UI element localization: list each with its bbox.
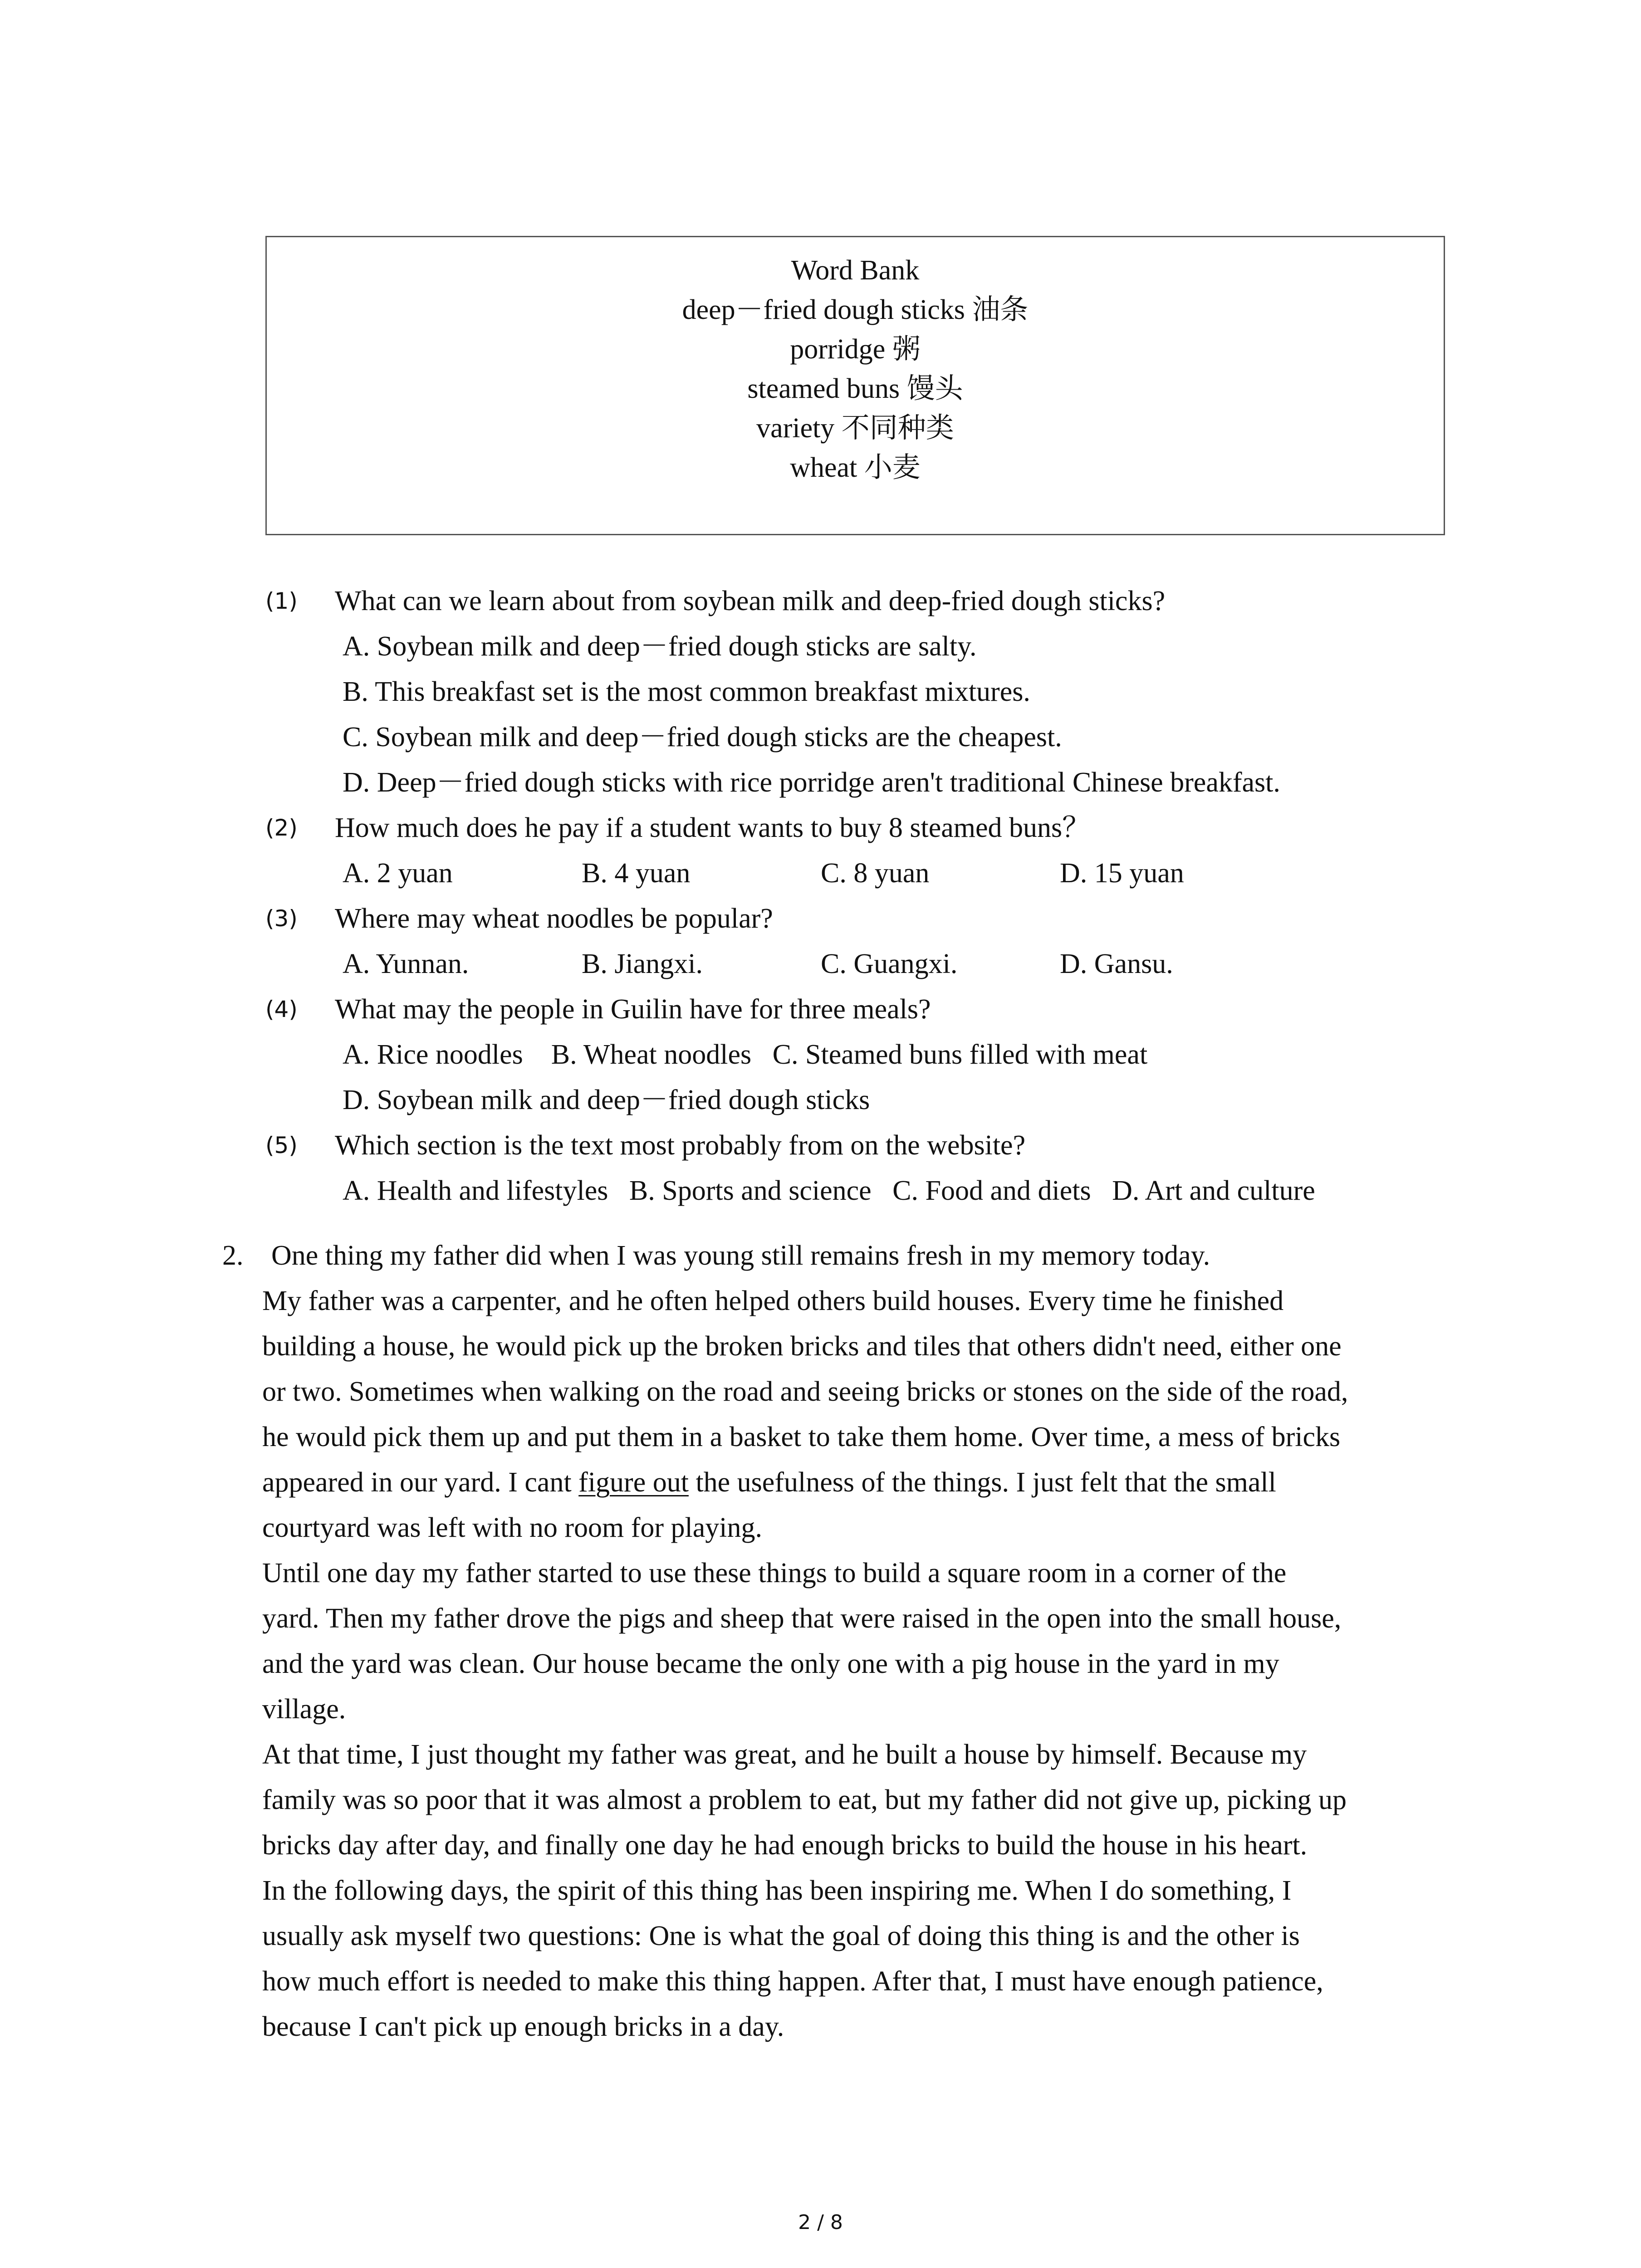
passage-line: courtyard was left with no room for playing. [262,1512,762,1543]
passage-line [262,1466,1276,1498]
word-bank-entry: wheat 小麦 [790,452,921,483]
word-bank-entry: deep－fried dough sticks 油条 [682,294,1029,325]
passage-line: My father was a carpenter, and he often helped others build houses. Every time he finished [262,1286,1284,1316]
question-number: (2) [265,815,298,841]
option: A. Yunnan. [343,948,469,979]
passage-line: yard. Then my father drove the pigs and sheep that were raised in the open into the small house, [262,1603,1342,1634]
passage-line: or two. Sometimes when walking on the road and seeing bricks or stones on the side of the road, [262,1376,1348,1407]
question-number: (1) [265,588,298,614]
option-line: D. Deep－fried dough sticks with rice porridge aren't traditional Chinese breakfast. [343,767,1280,798]
passage-line: family was so poor that it was almost a problem to eat, but my father did not give up, picking up [262,1784,1347,1815]
option: C. 8 yuan [821,858,930,889]
word-bank-title: Word Bank [791,255,920,286]
passage-line: bricks day after day, and finally one day he had enough bricks to build the house in his heart. [262,1830,1308,1861]
option-line: A. Health and lifestyles B. Sports and science C. Food and diets D. Art and culture [343,1175,1315,1206]
passage-first-line: One thing my father did when I was young still remains fresh in my memory today. [271,1240,1210,1271]
passage-text: the usefulness of the things. I just felt that the small [688,1467,1276,1498]
word-bank-entry: porridge 粥 [790,334,921,365]
option-line: B. This breakfast set is the most common breakfast mixtures. [343,676,1030,707]
passage-line: he would pick them up and put them in a basket to take them home. Over time, a mess of bricks [262,1422,1341,1452]
option: D. Gansu. [1060,948,1173,979]
passage-line: building a house, he would pick up the broken bricks and tiles that others didn't need, either one [262,1331,1342,1362]
option: B. Jiangxi. [582,948,703,979]
passage-line: because I can't pick up enough bricks in a day. [262,2011,784,2042]
option-line: D. Soybean milk and deep－fried dough sticks [343,1085,870,1115]
word-bank-entry: variety 不同种类 [756,413,954,444]
question-number: (4) [265,996,298,1022]
option-line: C. Soybean milk and deep－fried dough sticks are the cheapest. [343,722,1062,753]
question-number: (3) [265,905,298,932]
question-text: What can we learn about from soybean milk and deep-fried dough sticks? [335,586,1166,616]
question-text: Which section is the text most probably from on the website? [335,1130,1026,1161]
passage-text: appeared in our yard. I cant [262,1467,579,1498]
word-bank-box [265,236,1445,535]
question-text: How much does he pay if a student wants to buy 8 steamed buns？ [335,812,1091,843]
passage-line: how much effort is needed to make this thing happen. After that, I must have enough patience, [262,1966,1323,1997]
option: C. Guangxi. [821,948,958,979]
underlined-phrase: figure out [578,1467,689,1498]
option: A. 2 yuan [343,858,453,889]
option-line: A. Rice noodles B. Wheat noodles C. Steamed buns filled with meat [343,1039,1148,1070]
option: D. 15 yuan [1060,858,1184,889]
passage-line: and the yard was clean. Our house became the only one with a pig house in the yard in my [262,1648,1279,1679]
question-text: Where may wheat noodles be popular? [335,903,773,934]
passage-line: village. [262,1694,346,1725]
word-bank-entry: steamed buns 馒头 [747,373,963,404]
passage-line: usually ask myself two questions: One is what the goal of doing this thing is and the other is [262,1921,1300,1951]
passage-line: At that time, I just thought my father was great, and he built a house by himself. Because my [262,1739,1307,1770]
option-line: A. Soybean milk and deep－fried dough sticks are salty. [343,631,977,662]
passage-number: 2. [222,1240,244,1271]
option: B. 4 yuan [582,858,691,889]
question-text: What may the people in Guilin have for three meals? [335,994,931,1025]
passage-line: In the following days, the spirit of this thing has been inspiring me. When I do something, I [262,1875,1292,1906]
passage-line: Until one day my father started to use these things to build a square room in a corner of the [262,1558,1287,1589]
question-number: (5) [265,1132,298,1158]
page-number: 2 / 8 [798,2211,843,2234]
